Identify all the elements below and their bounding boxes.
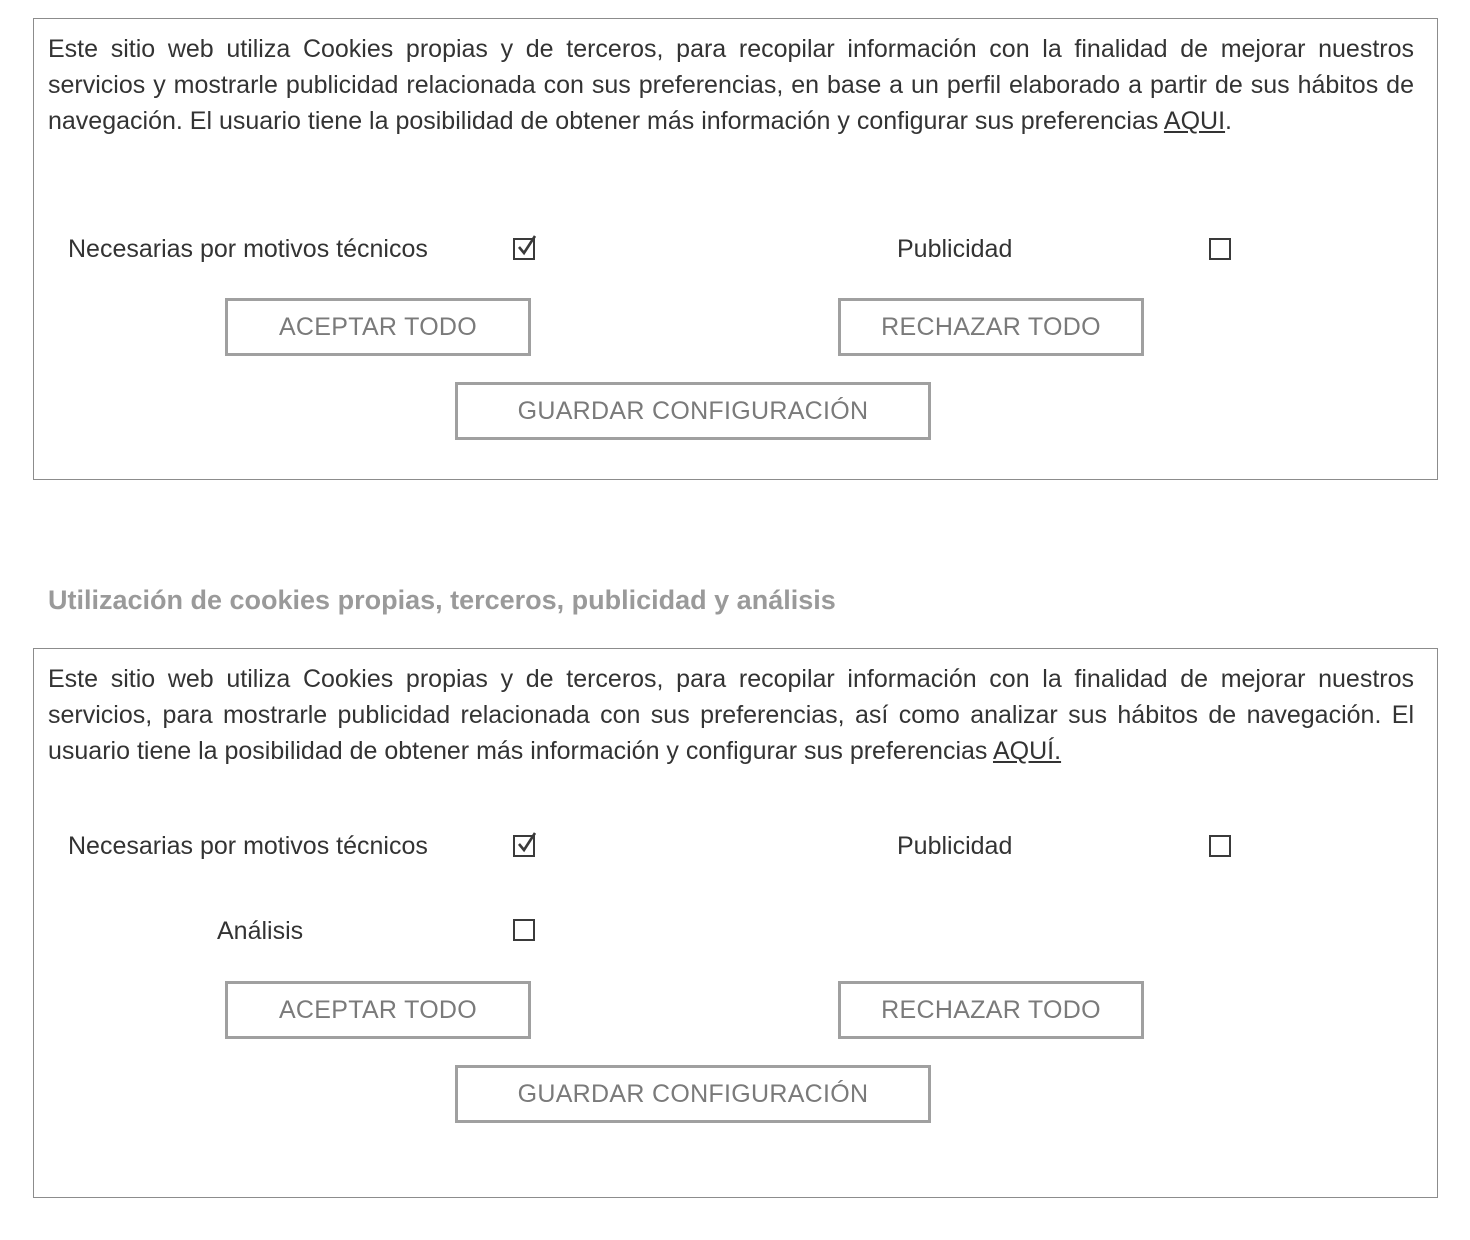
- cookie-banner: [33, 18, 1438, 480]
- option-label-advertising: Publicidad: [897, 235, 1013, 263]
- accept-all-button[interactable]: ACEPTAR TODO: [225, 981, 531, 1039]
- cookie-notice-text: Este sitio web utiliza Cookies propias y de terceros, para recopilar información con la finalidad de mejorar nuestros servicios y mostrarle publicidad relacionada con sus preferencias, en base a un perfil elaborado a partir de sus hábitos de navegación. El usuario tiene la posibilidad de obtener más información y configurar sus preferencias AQUI.: [48, 35, 1414, 135]
- option-label-necessary: Necesarias por motivos técnicos: [68, 832, 428, 860]
- section-title: Utilización de cookies propias, terceros, publicidad y análisis: [48, 585, 836, 615]
- reject-all-button[interactable]: RECHAZAR TODO: [838, 298, 1144, 356]
- advertising-checkbox[interactable]: [1209, 238, 1231, 260]
- more-info-link[interactable]: AQUÍ.: [992, 737, 1062, 765]
- option-label-advertising: Publicidad: [897, 832, 1013, 860]
- more-info-link[interactable]: AQUI: [1163, 107, 1226, 135]
- save-settings-button[interactable]: GUARDAR CONFIGURACIÓN: [455, 1065, 931, 1123]
- checkmark-icon: [516, 234, 540, 258]
- cookie-banner-extended: [33, 648, 1438, 1198]
- option-label-necessary: Necesarias por motivos técnicos: [68, 235, 428, 263]
- necessary-checkbox[interactable]: [513, 238, 535, 260]
- analytics-checkbox[interactable]: [513, 919, 535, 941]
- option-label-analytics: Análisis: [217, 917, 304, 945]
- save-settings-button[interactable]: GUARDAR CONFIGURACIÓN: [455, 382, 931, 440]
- reject-all-button[interactable]: RECHAZAR TODO: [838, 981, 1144, 1039]
- cookie-notice-text: Este sitio web utiliza Cookies propias y de terceros, para recopilar información con la finalidad de mejorar nuestros servicios, para mostrarle publicidad relacionada con sus preferencias, así como analizar sus hábitos de navegación. El usuario tiene la posibilidad de obtener más información y configurar sus preferencias AQUÍ.: [48, 665, 1414, 765]
- advertising-checkbox[interactable]: [1209, 835, 1231, 857]
- checkmark-icon: [516, 831, 540, 855]
- accept-all-button[interactable]: ACEPTAR TODO: [225, 298, 531, 356]
- necessary-checkbox[interactable]: [513, 835, 535, 857]
